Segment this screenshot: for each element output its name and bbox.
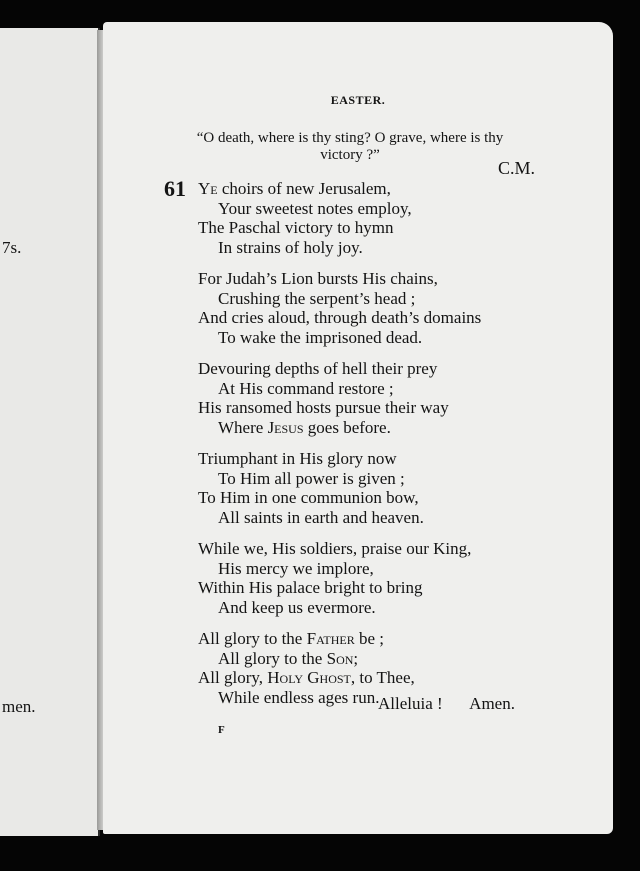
stanza-2-line-2: Crushing the serpent’s head ; <box>218 288 416 308</box>
stanza-6-line-1-end: be ; <box>354 629 385 648</box>
stanza-1-line-2: Your sweetest notes employ, <box>218 198 412 218</box>
left-page-fragment-top: 7s. <box>2 238 22 257</box>
stanza-6-line-2 <box>198 649 558 669</box>
alleluia-text: Alleluia ! <box>378 694 443 713</box>
epigraph-line-1: “O death, where is thy sting? O grave, where is thy <box>196 130 504 146</box>
stanza-4-line-2: To Him all power is given ; <box>218 468 405 488</box>
page-heading: EASTER. <box>330 93 386 107</box>
divine-name-son: Son <box>326 648 354 668</box>
stanza-1 <box>198 179 558 257</box>
stanza-2-line-4: To wake the imprisoned dead. <box>218 327 423 347</box>
stanza-6-line-3-end: , to Thee, <box>350 668 415 687</box>
stanza-2-line-3: And cries aloud, through death’s domains <box>198 308 482 327</box>
stanza-4-line-3: To Him in one communion bow, <box>198 488 419 507</box>
hymn-verses <box>198 179 558 719</box>
stanza-5-line-3: Within His palace bright to bring <box>198 578 423 597</box>
stanza-6-line-2-start: All glory to the <box>218 648 327 668</box>
stanza-6-line-3 <box>198 668 558 688</box>
stanza-1-line-1-text: choirs of new Jerusalem, <box>217 179 391 198</box>
stanza-1-line-3: The Paschal victory to hymn <box>198 218 394 237</box>
left-page-fragment-bottom: men. <box>2 697 36 716</box>
divine-name: Jesus <box>267 417 304 437</box>
closing-line <box>378 694 515 714</box>
stanza-3-line-4 <box>198 418 558 438</box>
stanza-1-line-4: In strains of holy joy. <box>218 237 363 257</box>
epigraph <box>155 130 545 164</box>
divine-name-holy-ghost: Holy Ghost <box>267 668 351 687</box>
stanza-3 <box>198 359 558 437</box>
stanza-2 <box>198 269 558 347</box>
hymn-number: 61 <box>164 176 186 201</box>
stanza-6-line-4: While endless ages run. <box>218 687 380 707</box>
stanza-4 <box>198 449 558 527</box>
stanza-5 <box>198 539 558 617</box>
stanza-3-line-3: His ransomed hosts pursue their way <box>198 398 449 417</box>
stanza-6-line-1 <box>198 629 558 649</box>
stanza-5-line-1: While we, His soldiers, praise our King, <box>198 539 472 558</box>
meter-label: C.M. <box>498 158 536 178</box>
stanza-4-line-1: Triumphant in His glory now <box>198 449 397 468</box>
stanza-1-line-1 <box>198 179 558 199</box>
stanza-5-line-4: And keep us evermore. <box>218 597 376 617</box>
epigraph-line-2: victory ?” <box>320 147 380 163</box>
stanza-6-line-2-end: ; <box>353 648 359 668</box>
drop-letter: Y <box>198 179 211 198</box>
amen-text: Amen. <box>469 694 515 713</box>
stanza-3-line-4-start: Where <box>218 417 268 437</box>
small-caps-letter: e <box>210 179 218 198</box>
signature-mark: F <box>218 724 225 736</box>
divine-name-father: Father <box>306 629 355 648</box>
stanza-3-line-1: Devouring depths of hell their prey <box>198 359 438 378</box>
stanza-6-line-1-start: All glory to the <box>198 629 307 648</box>
stanza-4-line-4: All saints in earth and heaven. <box>218 507 424 527</box>
stanza-3-line-4-end: goes before. <box>303 417 391 437</box>
stanza-6-line-3-start: All glory, <box>198 668 268 687</box>
stanza-5-line-2: His mercy we implore, <box>218 558 374 578</box>
stanza-3-line-2: At His command restore ; <box>218 378 394 398</box>
stanza-2-line-1: For Judah’s Lion bursts His chains, <box>198 269 438 288</box>
